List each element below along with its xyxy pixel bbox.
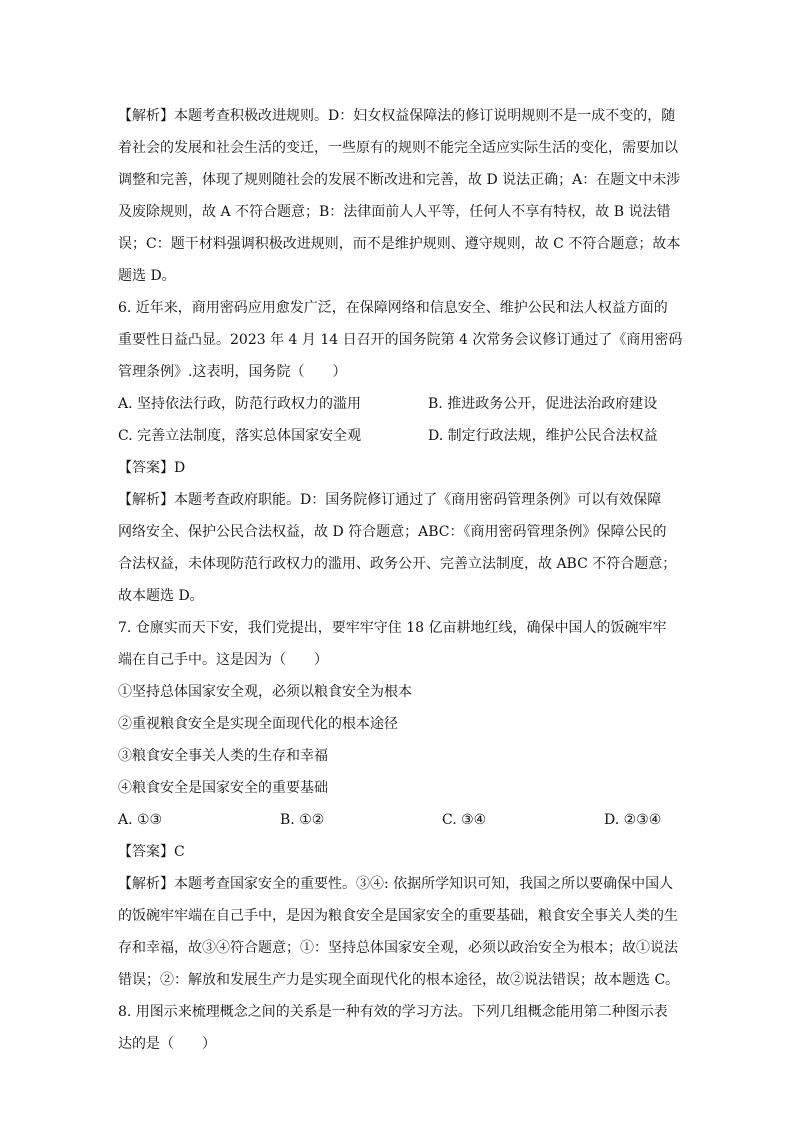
analysis-line: 合法权益，未体现防范行政权力的滥用、政务公开、完善立法制度，故 ABC 不符合题意； [118,556,677,572]
question-8 [118,996,678,1060]
statement-3: ③粮食安全事关人类的生存和幸福 [118,748,328,764]
analysis-line: 网络安全、保护公民合法权益，故 D 符合题意；ABC：《商用密码管理条例》保障公民的 [118,524,667,540]
question-stem-line: 达的是（ ） [118,1036,216,1052]
text-line: 【解析】本题考查积极改进规则。D：妇女权益保障法的修订说明规则不是一成不变的，随 [118,108,676,124]
analysis-line: 故本题选 D。 [118,588,204,604]
question-6 [118,292,683,612]
analysis-line: 【解析】本题考查政府职能。D：国务院修订通过了《商用密码管理条例》可以有效保障 [118,492,662,508]
option-c: C. 完善立法制度，落实总体国家安全观 [118,428,362,444]
question-stem-line: 8. 用图示来梳理概念之间的关系是一种有效的学习方法。下列几组概念能用第二种图示表 [118,1004,668,1020]
question-stem-line: 6. 近年来，商用密码应用愈发广泛，在保障网络和信息安全、维护公民和法人权益方面的 [118,300,668,316]
options-row [118,388,678,420]
analysis-line: 存和幸福，故③④符合题意；①：坚持总体国家安全观，必须以政治安全为根本；故①说法 [118,940,678,956]
option-b: B. ①② [280,812,325,828]
text-line: 调整和完善，体现了规则随社会的发展不断改进和完善，故 D 说法正确；A：在题文中未涉 [118,172,681,188]
question-7 [118,612,678,996]
option-d: D. ②③④ [604,812,662,828]
option-d: D. 制定行政法规，维护公民合法权益 [428,428,658,444]
question-stem-line: 7. 仓廪实而天下安，我们党提出，要牢牢守住 18 亿亩耕地红线，确保中国人的饭碗牢牢 [118,620,667,636]
text-line: 着社会的发展和社会生活的变迁，一些原有的规则不能完全适应实际生活的变化，需要加以 [118,140,678,156]
statement-2: ②重视粮食安全是实现全面现代化的根本途径 [118,716,398,732]
options-row [118,420,678,452]
options-row [118,804,678,836]
question-stem-line: 端在自己手中。这是因为（ ） [118,652,328,668]
text-line: 误；C：题干材料强调积极改进规则，而不是维护规则、遵守规则，故 C 不符合题意；故本 [118,236,681,252]
statement-1: ①坚持总体国家安全观，必须以粮食安全为根本 [118,684,412,700]
analysis-line: 【解析】本题考查国家安全的重要性。③④: 依据所学知识可知，我国之所以要确保中国人 [118,876,674,892]
document-page [118,100,683,1060]
question-stem-line: 管理条例》.这表明，国务院（ ） [118,364,347,380]
text-line: 题选 D。 [118,268,176,284]
analysis-q5 [118,100,681,292]
option-b: B. 推进政务公开，促进法治政府建设 [428,396,658,412]
question-stem-line: 重要性日益凸显。2023 年 4 月 14 日召开的国务院第 4 次常务会议修订通过了《商用密码 [118,332,683,348]
answer-line: 【答案】D [118,460,186,476]
option-a: A. 坚持依法行政，防范行政权力的滥用 [118,396,362,412]
analysis-line: 的饭碗牢牢端在自己手中，是因为粮食安全是国家安全的重要基础，粮食安全事关人类的生 [118,908,678,924]
analysis-line: 错误；②：解放和发展生产力是实现全面现代化的根本途径，故②说法错误；故本题选 C。 [118,972,680,988]
option-a: A. ①③ [118,812,163,828]
answer-line: 【答案】C [118,844,185,860]
option-c: C. ③④ [442,812,487,828]
text-line: 及废除规则，故 A 不符合题意；B：法律面前人人平等，任何人不享有特权，故 B 说法错 [118,204,671,220]
statement-4: ④粮食安全是国家安全的重要基础 [118,780,328,796]
